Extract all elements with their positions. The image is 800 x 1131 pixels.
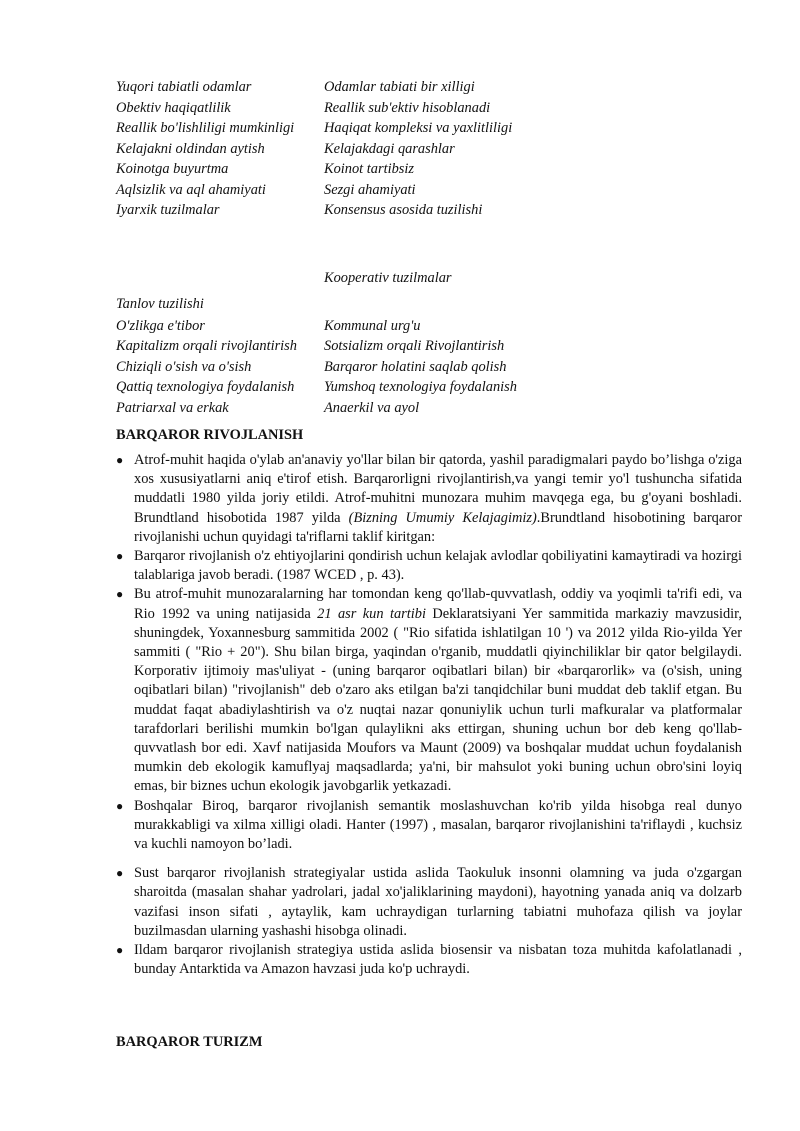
- row-right: Odamlar tabiati bir xilligi: [324, 79, 475, 95]
- row-right: Kommunal urg'u: [324, 318, 421, 334]
- comparison-row: [116, 377, 756, 397]
- bullet-icon: ●: [116, 866, 124, 881]
- row-left: Kelajakni oldindan aytish: [116, 141, 265, 157]
- comparison-row: [116, 336, 756, 356]
- row-right: Yumshoq texnologiya foydalanish: [324, 379, 517, 395]
- comparison-row: [116, 77, 756, 97]
- row-right: Reallik sub'ektiv hisoblanadi: [324, 100, 491, 116]
- row-right: Kelajakdagi qarashlar: [324, 141, 455, 157]
- row-right: Konsensus asosida tuzilishi: [324, 202, 483, 218]
- row-left: O'zlikga e'tibor: [116, 318, 205, 334]
- item-text: Ildam barqaror rivojlanish strategiya ustida aslida biosensir va nisbatan toza muhitda kafolatlanadi , bunday Antarktida va Amazon havzasi juda ko'p uchraydi.: [134, 942, 742, 978]
- row-left: Aqlsizlik va aql ahamiyati: [116, 182, 266, 198]
- bullet-icon: ●: [116, 943, 124, 958]
- row-left: Chiziqli o'sish va o'sish: [116, 359, 252, 375]
- row-right: Barqaror holatini saqlab qolish: [324, 359, 507, 375]
- item-text: Atrof-muhit haqida o'ylab an'anaviy yo'llar bilan bir qatorda, yashil paradigmalari paydo bo’lishga o'ziga xos xususiyatlarni aniq e'tirof etish. Barqarorligni rivojlantirish,va yangi temir yo'l tushuncha sifatida muddatli 1980 yilda joriy etildi. Atrof-muhitni munozara muhim mavqega ega, bu g'oyani boshladi. Brundtland hisobotida 1987 yilda: [134, 452, 742, 526]
- section-heading: BARQAROR RIVOJLANISH: [116, 427, 304, 443]
- row-left: Yuqori tabiatli odamlar: [116, 79, 252, 95]
- list-item: [116, 451, 742, 547]
- row-right: Sezgi ahamiyati: [324, 182, 416, 198]
- comparison-row: [116, 200, 756, 220]
- bullet-icon: ●: [116, 587, 124, 602]
- bullet-icon: ●: [116, 798, 124, 813]
- row-left: Koinotga buyurtma: [116, 161, 229, 177]
- item-italic: (Bizning Umumiy Kelajagimiz): [348, 509, 537, 526]
- row-right: Sotsializm orqali Rivojlantirish: [324, 338, 505, 354]
- bullet-icon: ●: [116, 549, 124, 564]
- comparison-row: [116, 98, 756, 118]
- item-text: Boshqalar Biroq, barqaror rivojlanish semantik moslashuvchan ko'rib yilda hisobga real dunyo murakkabligi va xilma xilligi oladi. Hanter (1997) , masalan, barqaror rivojlanishini ta'riflaydi , kuchsiz va kuchli namoyon bo’ladi.: [134, 797, 742, 853]
- bullet-list: [116, 451, 742, 979]
- row-right: Haqiqat kompleksi va yaxlitliligi: [324, 120, 513, 136]
- list-item: [116, 797, 742, 855]
- row-left: Kapitalizm orqali rivojlantirish: [116, 338, 297, 354]
- comparison-row: [116, 180, 756, 200]
- list-item: [116, 941, 742, 979]
- comparison-row: [116, 118, 756, 138]
- list-item: [116, 585, 742, 796]
- item-italic: 21 asr kun tartibi: [317, 605, 426, 622]
- bullet-icon: ●: [116, 453, 124, 467]
- row-left: Obektiv haqiqatlilik: [116, 100, 231, 116]
- row-left: Qattiq texnologiya foydalanish: [116, 379, 295, 395]
- list-item: [116, 547, 742, 585]
- row-left: Reallik bo'lishliligi mumkinligi: [116, 120, 295, 136]
- list-item: [116, 864, 742, 941]
- item-text: .Brundtland hisobotining barqaror rivojlanishi uchun quyidagi ta'riflarni taklif kiritgan:: [134, 509, 742, 545]
- item-text: Bu atrof-muhit munozaralarning har tomondan keng qo'llab-quvvatlash, oddiy va yoqimli ta'rifi edi, va Rio 1992 va uning natijasida: [134, 586, 742, 622]
- section-heading: BARQAROR TURIZM: [116, 1034, 263, 1050]
- kooperativ-label: Kooperativ tuzilmalar: [324, 270, 452, 286]
- item-text: Barqaror rivojlanish o'z ehtiyojlarini qondirish uchun kelajak avlodlar qobiliyatini kamaytiradi va hozirgi talablariga javob beradi. (1987 WCED , p. 43).: [134, 548, 742, 584]
- comparison-row: [116, 159, 756, 179]
- comparison-row: [116, 139, 756, 159]
- comparison-row: [116, 357, 756, 377]
- item-text: Deklaratsiyani Yer sammitida markaziy mavzusidir, shuningdek, Yoxannesburg sammitida 2002 ( "Rio sifatida ishlatilgan 10 ') va 2012 yilda Rio-yilda Yer sammiti ( "Rio + 20"). Shu bilan birga, yaqindan o'rganib, muddatli qiyinchiliklar bir qator belgilaydi. Korporativ ijtimoiy mas'uliyat - (uning barqaror oqibatlari bilan) bir «barqarorlik» va (o'sish, uning oqibatlari bilan) "rivojlanish" deb o'zaro aks etilgan ba'zi tanqidchilar buni muddat deb taklif etgan. Bu muddat faqat abadiylashtirish va o'z nuqtai nazar qonuniylik uchun turli mafkuralar va platformalar tarafdorlari berilishi mumkin bo'lgan qulaylikni aks ettirgan, shuning uchun bor deb keng qo'llab-quvvatlash bor edi. Xavf natijasida Moufors va Maunt (2009) va boshqalar muddat uchun foydalanish mumkin deb ekologik kamuflyaj maqsadlarda; ya'ni, bir mahsulot yoki buning uchun obro'sini loyiq emas, bir biznes uchun ekologik javobgarlik yetkazadi.: [134, 605, 742, 795]
- item-text: Sust barqaror rivojlanish strategiyalar ustida aslida Taokuluk insonni olamning va juda o'zgargan sharoitda (masalan shahar yadrolari, jadal xo'jaliklarining maydoni), hayotning yanada aniq va dolzarb vazifasi inson sifati , aytaylik, kam uchraydigan turlarning tabiatni muhofaza qilish va joylar buzilmasdan ularning yashashi hisobga olinadi.: [134, 865, 742, 939]
- row-right: Anaerkil va ayol: [324, 400, 420, 416]
- tanlov-label: Tanlov tuzilishi: [116, 296, 204, 312]
- comparison-row: [116, 398, 756, 418]
- row-left: Patriarxal va erkak: [116, 400, 229, 416]
- comparison-row: [116, 316, 756, 336]
- row-right: Koinot tartibsiz: [324, 161, 414, 177]
- row-left: Iyarxik tuzilmalar: [116, 202, 220, 218]
